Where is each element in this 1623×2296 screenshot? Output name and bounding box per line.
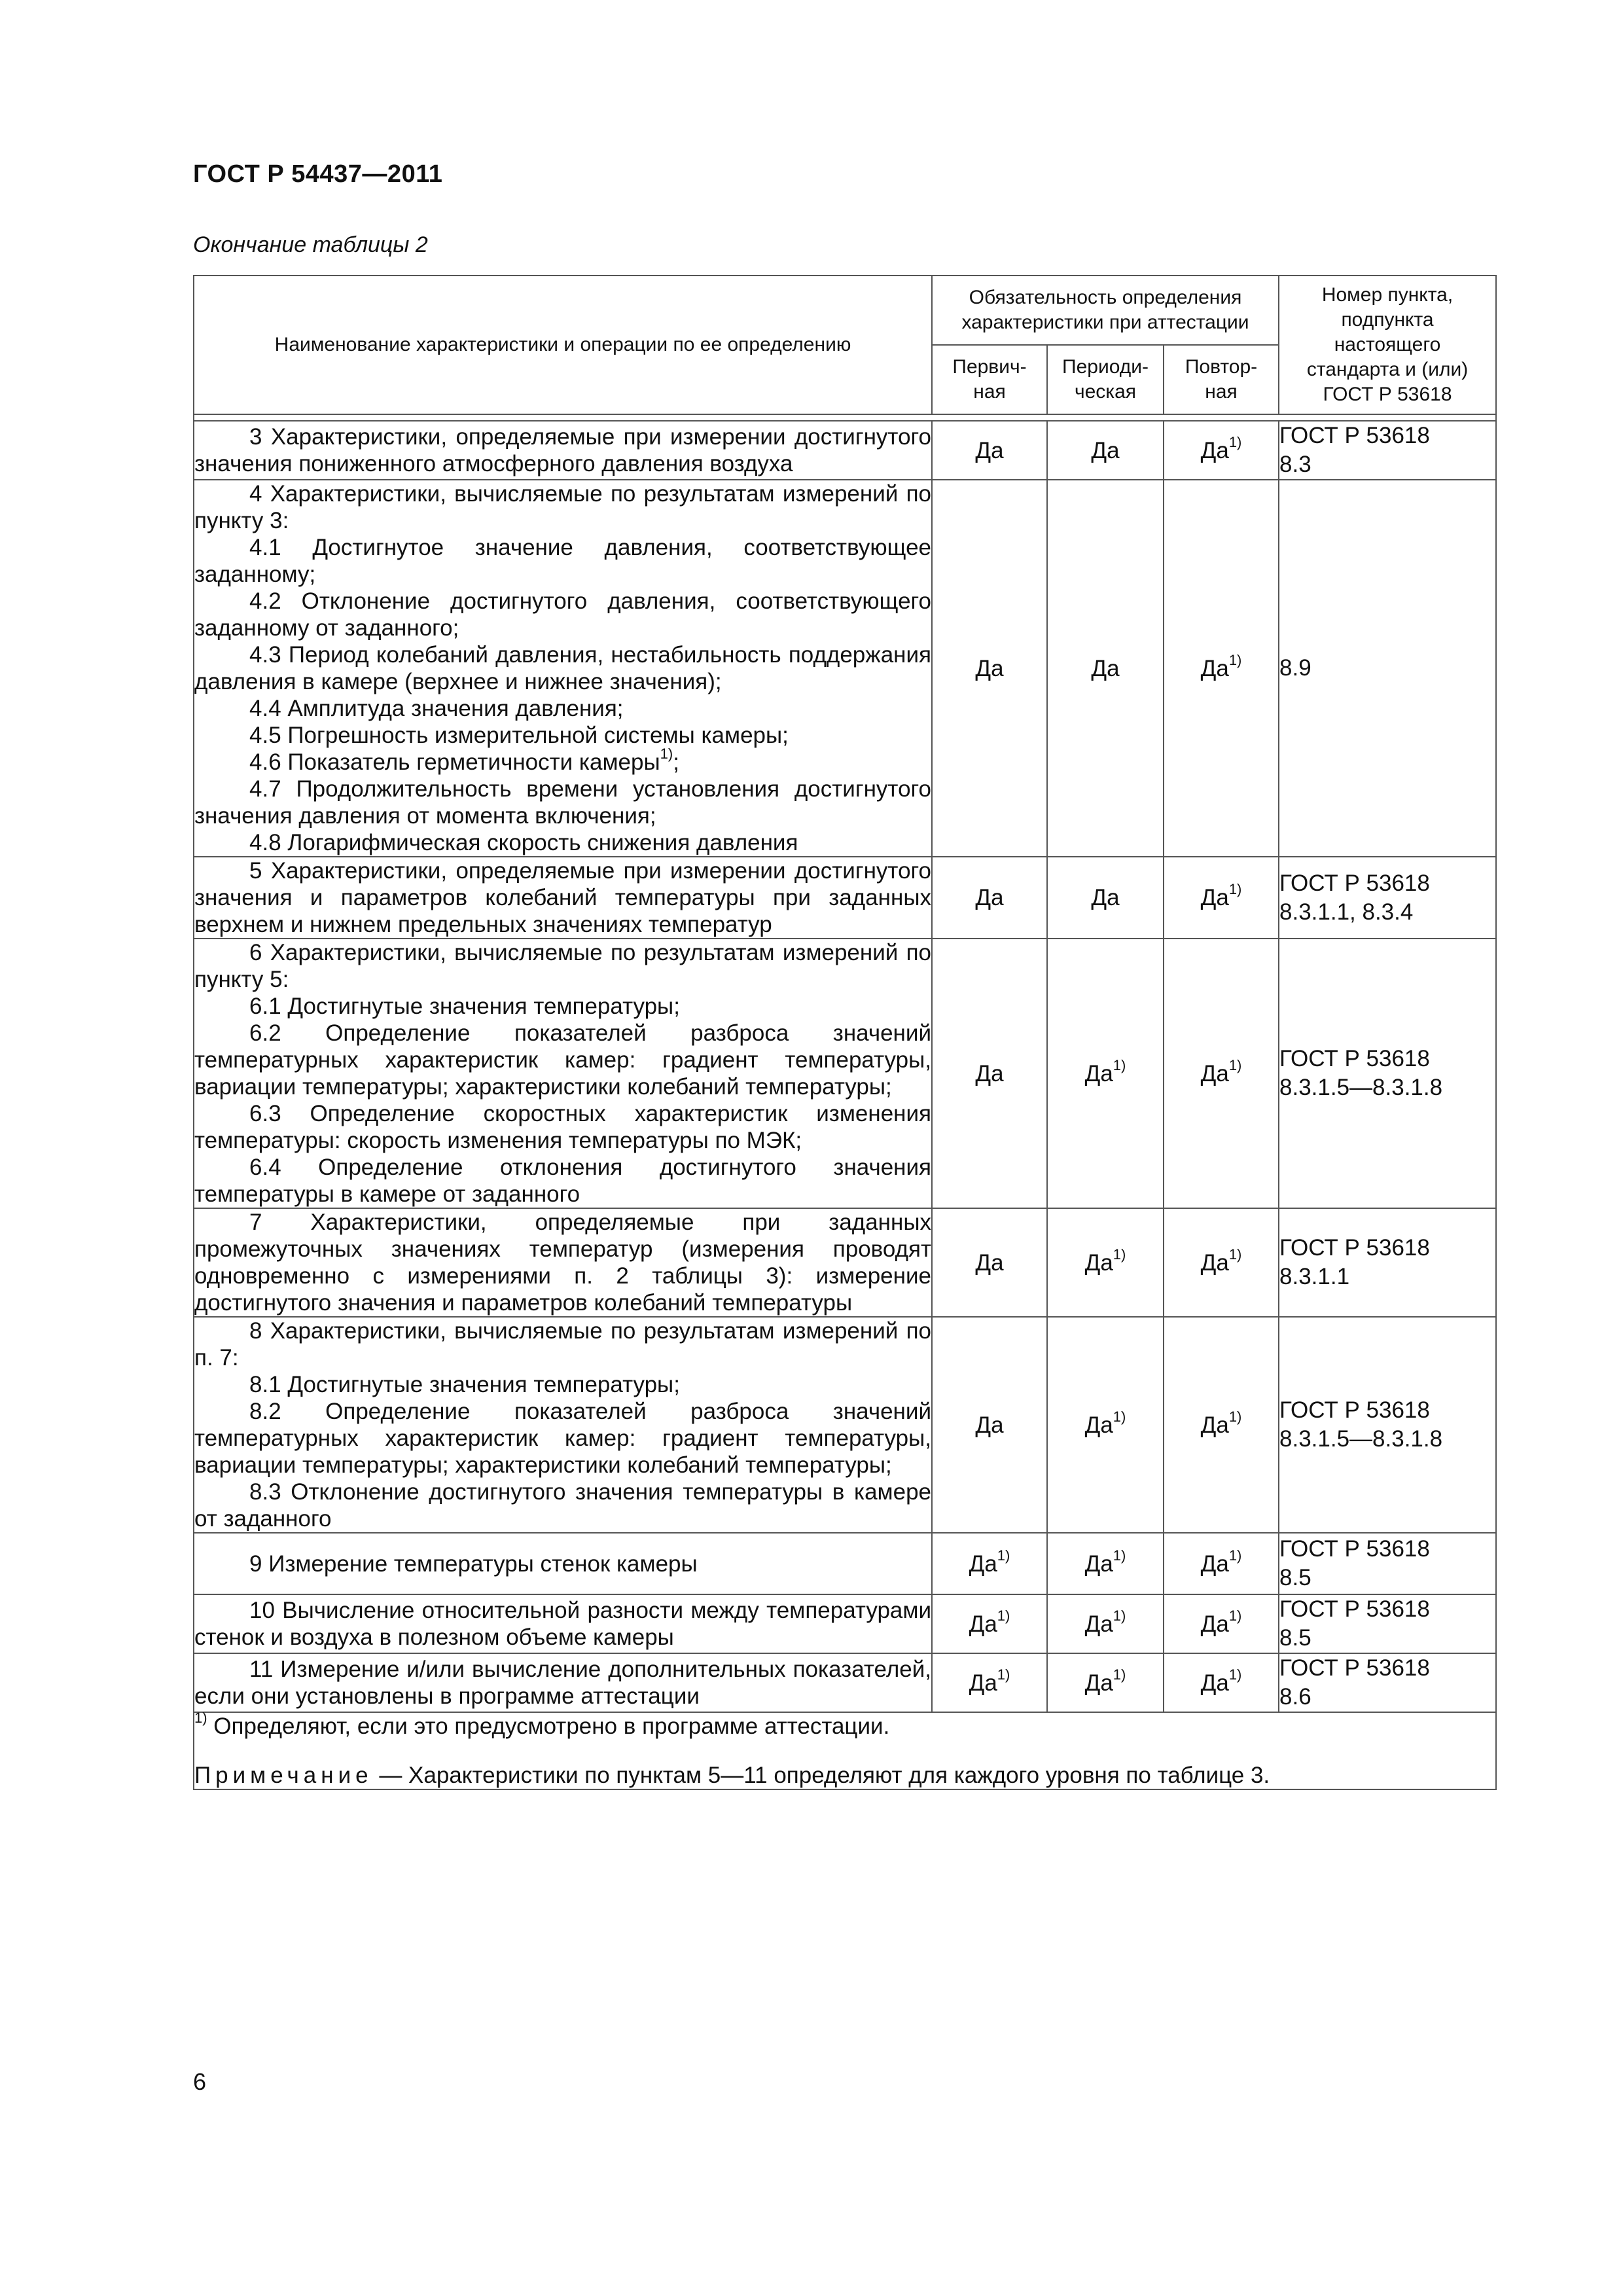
header-name: Наименование характеристики и операции по ее определению: [194, 276, 932, 414]
table-row: [194, 1533, 1496, 1594]
footnote-mark: 1): [1113, 1246, 1126, 1263]
cell-ref: 8.9: [1279, 480, 1496, 857]
cell-primary: Да$^{1)}$: [932, 1653, 1047, 1712]
cell-repeat: Да$^{1)}$: [1164, 1533, 1279, 1594]
cell-repeat: Да$^{1)}$: [1164, 1594, 1279, 1653]
cell-primary: Да$^{1)}$: [932, 1533, 1047, 1594]
table-row: [194, 480, 1496, 857]
row-name: 10 Вычисление относительной разности между температурами стенок и воздуха в полезном объеме камеры: [194, 1594, 932, 1653]
footnote-mark: 1): [1228, 1056, 1242, 1073]
cell-ref: ГОСТ Р 53618 8.3.1.5—8.3.1.8: [1279, 1317, 1496, 1533]
cell-periodic: Да$^{1)}$: [1047, 1208, 1164, 1317]
cell-ref: ГОСТ Р 53618 8.3.1.5—8.3.1.8: [1279, 939, 1496, 1208]
footnote-mark: 1): [1228, 1666, 1242, 1683]
cell-primary: Да: [932, 939, 1047, 1208]
cell-ref: ГОСТ Р 53618 8.3.1.1, 8.3.4: [1279, 857, 1496, 939]
footnote-mark: 1): [660, 745, 673, 762]
row-name: 6 Характеристики, вычисляемые по результатам измерений по пункту 5: 6.1 Достигнутые значения температуры; 6.2 Определение показателей разброса значений температурных характеристик камер: градиент температуры, вариации температуры; характеристики колебаний температуры; 6.3 Определение скоростных характеристик изменения температуры: скорость изменения температуры по МЭК; 6.4 Определение отклонения достигнутого значения температуры в камере от заданного: [194, 940, 931, 1207]
cell-periodic: Да$^{1)}$: [1047, 1653, 1164, 1712]
row-name: 4 Характеристики, вычисляемые по результатам измерений по пункту 3: 4.1 Достигнутое значение давления, соответствующее заданному; 4.2 Отклонение достигнутого давления, соответствующего заданному от заданного; 4.3 Период колебаний давления, нестабильность поддержания давления в камере (верхнее и нижнее значения); 4.4 Амплитуда значения давления; 4.5 Погрешность измерительной системы камеры; 4.6 Показатель герметичности камеры$^{1)}$; 4.7 Продолжительность времени установления достигнутого значения давления от момента включения; 4.8 Логарифмическая скорость снижения давления: [194, 481, 931, 855]
page-number: 6: [193, 2068, 207, 2095]
cell-periodic: Да$^{1)}$: [1047, 939, 1164, 1208]
cell-repeat: Да$^{1)}$: [1164, 480, 1279, 857]
cell-primary: Да$^{1)}$: [932, 1594, 1047, 1653]
cell-repeat: Да$^{1)}$: [1164, 1653, 1279, 1712]
table-row: [194, 1317, 1496, 1533]
cell-repeat: Да$^{1)}$: [1164, 421, 1279, 480]
header-ref: Номер пункта, подпункта настоящего стандарта и (или) ГОСТ Р 53618: [1279, 276, 1496, 414]
row-name: 8 Характеристики, вычисляемые по результатам измерений по п. 7: 8.1 Достигнутые значения температуры; 8.2 Определение показателей разброса значений температурных характеристик камер: градиент температуры, вариации температуры; характеристики колебаний температуры; 8.3 Отклонение достигнутого значения температуры в камере от заданного: [194, 1318, 931, 1532]
footnote-mark: 1): [1228, 1246, 1242, 1263]
footnote-mark: 1): [1228, 881, 1242, 898]
table-row: [194, 857, 1496, 939]
cell-periodic: Да: [1047, 857, 1164, 939]
cell-ref: ГОСТ Р 53618 8.3.1.1: [1279, 1208, 1496, 1317]
table-row: [194, 1594, 1496, 1653]
footnote-mark: 1): [1113, 1547, 1126, 1564]
cell-repeat: Да$^{1)}$: [1164, 1317, 1279, 1533]
row-name: 11 Измерение и/или вычисление дополнительных показателей, если они установлены в программе аттестации: [194, 1653, 932, 1712]
header-periodic: Периоди-ческая: [1047, 345, 1164, 414]
table-row: [194, 939, 1496, 1208]
footnote-mark: 1): [997, 1607, 1010, 1624]
footnote-mark: 1): [1228, 651, 1242, 668]
cell-ref: ГОСТ Р 53618 8.5: [1279, 1533, 1496, 1594]
cell-ref: ГОСТ Р 53618 8.6: [1279, 1653, 1496, 1712]
footnote-mark: 1): [1113, 1056, 1126, 1073]
table-footer-row: [194, 1712, 1496, 1789]
header-obligation: Обязательность определения характеристики при аттестации: [932, 276, 1279, 345]
document-header: ГОСТ Р 54437—2011: [193, 160, 443, 188]
footnote-text: $^{1)}$ Определяют, если это предусмотрено в программе аттестации.: [194, 1710, 890, 1739]
header-primary: Первич-ная: [932, 345, 1047, 414]
characteristics-table: [193, 275, 1497, 1790]
table-row: [194, 1653, 1496, 1712]
cell-primary: Да: [932, 1317, 1047, 1533]
table-row: [194, 421, 1496, 480]
table-footnotes: [194, 1712, 1496, 1789]
cell-primary: Да: [932, 421, 1047, 480]
table-caption: Окончание таблицы 2: [193, 232, 428, 257]
table-row: [194, 1208, 1496, 1317]
cell-repeat: Да$^{1)}$: [1164, 1208, 1279, 1317]
cell-periodic: Да$^{1)}$: [1047, 1533, 1164, 1594]
table-note: Примечание — Характеристики по пунктам 5—11 определяют для каждого уровня по таблице 3.: [194, 1763, 1270, 1788]
footnote-mark: 1): [1228, 1547, 1242, 1564]
cell-periodic: Да: [1047, 421, 1164, 480]
cell-primary: Да: [932, 857, 1047, 939]
cell-primary: Да: [932, 480, 1047, 857]
footnote-mark: 1): [1113, 1408, 1126, 1425]
footnote-mark: 1): [1113, 1666, 1126, 1683]
cell-primary: Да: [932, 1208, 1047, 1317]
row-name: 9 Измерение температуры стенок камеры: [194, 1533, 932, 1594]
cell-periodic: Да$^{1)}$: [1047, 1317, 1164, 1533]
header-repeat: Повтор-ная: [1164, 345, 1279, 414]
footnote-mark: 1): [1113, 1607, 1126, 1624]
row-name: 7 Характеристики, определяемые при заданных промежуточных значениях температур (измерения проводят одновременно с измерениями п. 2 таблицы 3): измерение достигнутого значения и параметров колебаний температуры: [194, 1210, 931, 1316]
footnote-mark: 1): [1228, 1408, 1242, 1425]
cell-repeat: Да$^{1)}$: [1164, 857, 1279, 939]
row-name: 3 Характеристики, определяемые при измерении достигнутого значения пониженного атмосферного давления воздуха: [194, 421, 932, 480]
footnote-mark: 1): [1228, 1607, 1242, 1624]
footnote-mark: 1): [997, 1547, 1010, 1564]
footnote-mark: 1): [997, 1666, 1010, 1683]
cell-repeat: Да$^{1)}$: [1164, 939, 1279, 1208]
cell-periodic: Да: [1047, 480, 1164, 857]
footnote-mark: 1): [1228, 433, 1242, 450]
cell-ref: ГОСТ Р 53618 8.3: [1279, 421, 1496, 480]
row-name: 5 Характеристики, определяемые при измерении достигнутого значения и параметров колебаний температуры при заданных верхнем и нижнем предельных значениях температур: [194, 858, 931, 937]
cell-periodic: Да$^{1)}$: [1047, 1594, 1164, 1653]
cell-ref: ГОСТ Р 53618 8.5: [1279, 1594, 1496, 1653]
